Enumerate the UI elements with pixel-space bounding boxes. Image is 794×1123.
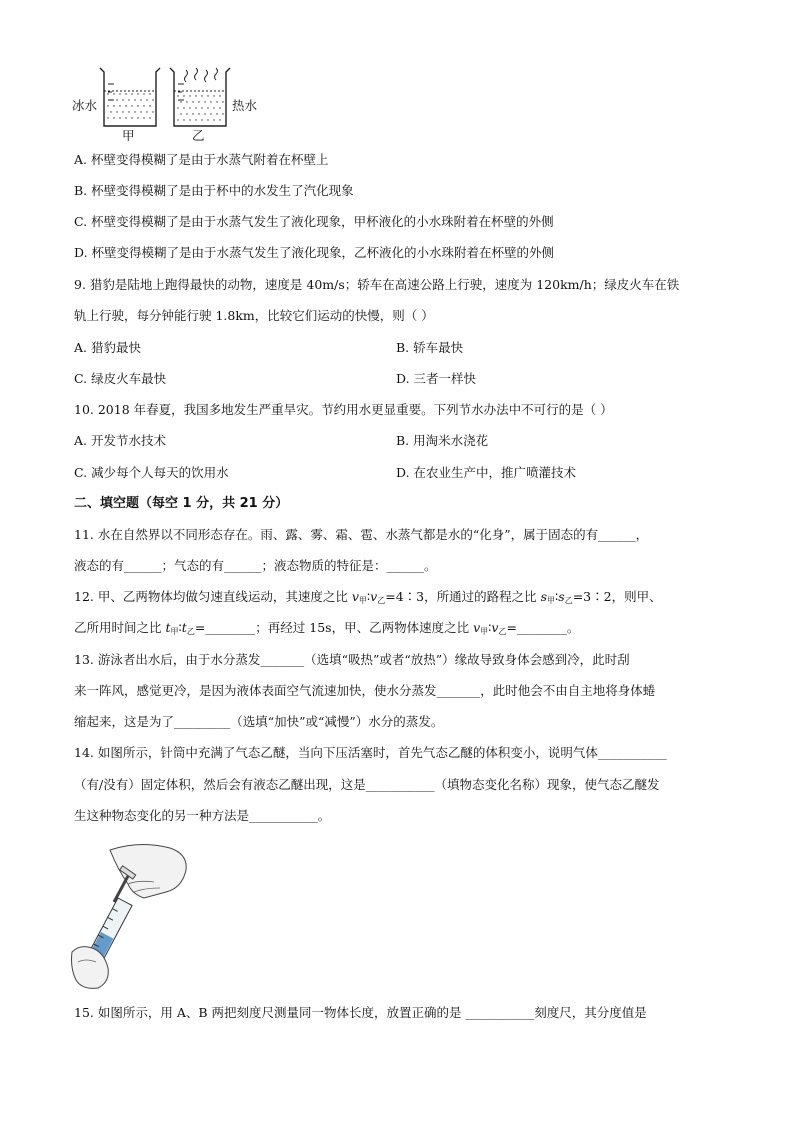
q14-line2: （有/没有）固定体积，然后会有液态乙醚出现，这是___________（填物态变化名称）现象，使气态乙醚发 (74, 777, 660, 792)
q8-option-a: A. 杯壁变得模糊了是由于水蒸气附着在杯壁上 (74, 152, 329, 167)
q13-line1: 13. 游泳者出水后，由于水分蒸发_______（选填“吸热”或者“放热”）缘故导致身体会感到冷，此时刮 (74, 652, 630, 667)
q10-option-d: D. 在农业生产中，推广喷灌技术 (396, 465, 577, 480)
q14-line3: 生这种物态变化的另一种方法是___________。 (74, 808, 331, 823)
syringe-illustration (70, 840, 190, 990)
q12-text: 乙所用时间之比 (74, 620, 166, 635)
var-s: s (540, 589, 547, 604)
q12-line1 (74, 589, 662, 609)
q10-option-a: A. 开发节水技术 (74, 433, 166, 448)
q12-text: =________。 (506, 620, 580, 635)
section-heading-fill-in: 二、填空题（每空 1 分，共 21 分） (74, 496, 289, 511)
sub-jia: 甲 (170, 627, 179, 636)
q10-option-c: C. 减少每个人每天的饮用水 (74, 465, 229, 480)
var-v: v (370, 589, 378, 604)
q11-line2: 液态的有______；气态的有______；液态物质的特征是：______。 (74, 558, 437, 573)
label-beaker-jia: 甲 (122, 128, 135, 143)
label-ice-water: 冰水 (72, 98, 98, 113)
q9-option-b: B. 轿车最快 (396, 340, 464, 355)
sub-yi: 乙 (564, 596, 573, 605)
q13-line2: 来一阵风，感觉更冷，是因为液体表面空气流速加快，使水分蒸发_______，此时他会不由自主地将身体蜷 (74, 683, 656, 698)
q8-option-d: D. 杯壁变得模糊了是由于水蒸气发生了液化现象，乙杯液化的小水珠附着在杯壁的外侧 (74, 245, 555, 260)
var-v: v (351, 589, 359, 604)
q14-line1: 14. 如图所示，针筒中充满了气态乙醚，当向下压活塞时，首先气态乙醚的体积变小，说明气体___________ (74, 745, 667, 760)
q12-line2 (74, 620, 579, 640)
sub-jia: 甲 (480, 627, 489, 636)
q8-option-b: B. 杯壁变得模糊了是由于杯中的水发生了汽化现象 (74, 183, 354, 198)
var-v: v (473, 620, 481, 635)
q9-stem-line2: 轨上行驶，每分钟能行驶 1.8km，比较它们运动的快慢，则（ ） (74, 308, 434, 323)
var-t: t (181, 620, 187, 635)
sub-jia: 甲 (358, 596, 367, 605)
beaker-figure (72, 62, 272, 146)
q12-text: =________；再经过 15s，甲、乙两物体速度之比 (194, 620, 474, 635)
q12-text: 12. 甲、乙两物体均做匀速直线运动，其速度之比 (74, 589, 352, 604)
q9-option-c: C. 绿皮火车最快 (74, 371, 167, 386)
q8-option-c: C. 杯壁变得模糊了是由于水蒸气发生了液化现象，甲杯液化的小水珠附着在杯壁的外侧 (74, 214, 554, 229)
label-beaker-yi: 乙 (192, 128, 205, 143)
var-t: t (165, 620, 171, 635)
q10-stem: 10. 2018 年春夏，我国多地发生严重旱灾。节约用水更显重要。下列节水办法中不可行的是（ ） (74, 402, 613, 417)
ratio-colon: ∶ (555, 589, 559, 604)
sub-yi: 乙 (377, 596, 386, 605)
var-v: v (491, 620, 499, 635)
label-hot-water: 热水 (232, 98, 258, 113)
q12-text: =4∶3，所通过的路程之比 (385, 589, 541, 604)
q11-line1: 11. 水在自然界以不同形态存在。雨、露、雾、霜、雹、水蒸气都是水的“化身”，属于固态的有______， (74, 527, 649, 542)
ratio-colon: ∶ (178, 620, 182, 635)
q13-line3: 缩起来，这是为了_________（选填“加快”或“减慢”）水分的蒸发。 (74, 714, 444, 729)
q15-line1: 15. 如图所示，用 A、B 两把刻度尺测量同一物体长度，放置正确的是 ___________刻度尺，其分度值是 (74, 1005, 647, 1020)
q10-option-b: B. 用淘米水浇花 (396, 433, 489, 448)
sub-jia: 甲 (547, 596, 555, 605)
sub-yi: 乙 (186, 627, 195, 636)
q9-option-a: A. 猎豹最快 (74, 340, 141, 355)
ratio-colon: ∶ (366, 589, 371, 604)
var-s: s (558, 589, 565, 604)
q9-option-d: D. 三者一样快 (396, 371, 477, 386)
q12-text: =3∶2，则甲、 (572, 589, 662, 604)
ratio-colon: ∶ (488, 620, 492, 635)
sub-yi: 乙 (498, 627, 507, 636)
q9-stem-line1: 9. 猎豹是陆地上跑得最快的动物，速度是 40m/s；轿车在高速公路上行驶，速度为 120km/h；绿皮火车在铁 (74, 277, 680, 292)
syringe-drawing (70, 840, 190, 990)
